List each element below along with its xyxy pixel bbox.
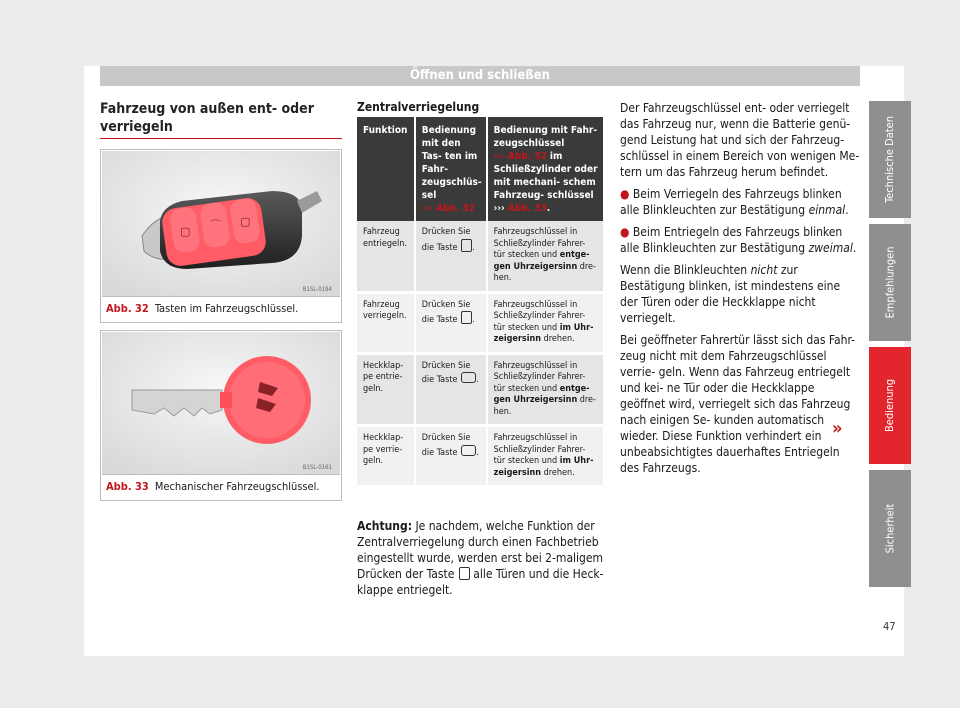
bullet-end: . <box>852 241 857 255</box>
cell-button-end: . <box>476 375 479 385</box>
table-header-cell <box>487 117 603 221</box>
table-row <box>357 353 603 426</box>
paragraph <box>620 262 860 326</box>
tab-label: Technische Daten <box>883 115 897 204</box>
page-number: 47 <box>883 620 896 633</box>
cell-cylinder-text: Fahrzeugschlüssel in Schließzylinder Fahrer- tür stecken und <box>493 227 586 260</box>
bullet-item <box>620 224 860 256</box>
bullet-text: Beim Verriegeln des Fahrzeugs blinken alle Blinkleuchten zur Bestätigung <box>620 187 842 217</box>
cell-function: Fahrzeug verriegeln. <box>357 292 415 353</box>
figure-ref-link[interactable]: ››› Abb. 32 <box>493 151 547 162</box>
table-row <box>357 292 603 353</box>
table-row <box>357 221 603 292</box>
cell-cylinder-bold: entge- gen Uhrzeigersinn <box>493 383 590 405</box>
remote-key-image <box>102 151 340 297</box>
svg-text:▢: ▢ <box>180 225 191 238</box>
cell-cylinder-end: dre- hen. <box>493 395 596 417</box>
figure-caption <box>102 296 340 321</box>
figure-mechanical-key <box>100 330 342 501</box>
header-key-end: . <box>546 203 551 214</box>
svg-text:⌒: ⌒ <box>210 219 221 232</box>
note-paragraph <box>357 518 605 598</box>
cell-cylinder <box>487 221 603 292</box>
tab-label: Bedienung <box>883 378 897 433</box>
bullet-item <box>620 186 860 218</box>
cell-cylinder-bold: im Uhr- zeigersinn <box>493 322 594 344</box>
bullet-emphasis: einmal <box>808 203 846 217</box>
bullet-icon: ● <box>620 225 630 239</box>
lock-button-icon <box>461 311 472 324</box>
table-title: Zentralverriegelung <box>357 100 480 114</box>
figure-caption <box>102 474 340 499</box>
tailgate-button-icon <box>461 372 476 383</box>
cell-cylinder-end: dre- hen. <box>493 261 596 283</box>
figure-caption-text: Mechanischer Fahrzeugschlüssel. <box>154 480 320 493</box>
cell-button-end: . <box>472 242 475 253</box>
figure-remote-key <box>100 149 342 323</box>
cell-cylinder <box>487 292 603 353</box>
tab-empfehlungen[interactable] <box>869 224 911 341</box>
note-text-end: alle Türen und die Heck- klappe entriegelt. <box>357 567 604 597</box>
cell-button-text: Drücken Sie die Taste <box>421 299 471 325</box>
cell-function: Fahrzeug entriegeln. <box>357 221 415 292</box>
tab-bedienung[interactable] <box>869 347 911 464</box>
table-row <box>357 426 603 487</box>
cell-button-text: Drücken Sie die Taste <box>421 433 471 458</box>
figure-number: Abb. 32 <box>106 302 149 315</box>
figure-number: Abb. 33 <box>106 480 149 493</box>
cell-button-text: Drücken Sie die Taste <box>421 360 471 385</box>
cell-button <box>415 426 487 487</box>
header-function: Funktion <box>363 125 408 136</box>
paragraph-emphasis: nicht <box>750 263 778 277</box>
paragraph: Bei geöffneter Fahrertür lässt sich das Fahr- zeug nicht mit dem Fahrzeugschlüssel verrie- geln. Wenn das Fahrzeug entriegelt und kei- ne Tür oder die Heckklappe geöffnet wird, verriegelt sich das Fahrzeug nach einigen Se- kunden automatisch wieder. Diese Funktion verhindert ein unbeabsichtigtes dauerhaftes Entriegeln des Fahrzeugs. <box>620 333 856 475</box>
cell-button-end: . <box>476 447 479 458</box>
mechanical-key-image <box>102 332 340 475</box>
cell-function: Heckklap- pe entrie- geln. <box>357 353 415 426</box>
cell-cylinder-bold: entge- gen Uhrzeigersinn <box>493 250 590 272</box>
cell-cylinder <box>487 353 603 426</box>
cell-cylinder-text: Fahrzeugschlüssel in Schließzylinder Fahrer- tür stecken und <box>493 433 586 466</box>
bullet-end: . <box>845 203 849 217</box>
cell-button <box>415 353 487 426</box>
figure-caption-text: Tasten im Fahrzeugschlüssel. <box>154 302 299 315</box>
figure-ref-link[interactable]: Abb. 33 <box>504 203 547 214</box>
cell-cylinder-text: Fahrzeugschlüssel in Schließzylinder Fahrer- tür stecken und <box>493 360 586 394</box>
bullet-emphasis: zweimal <box>808 241 853 255</box>
cell-button <box>415 292 487 353</box>
table-header-cell <box>357 117 415 221</box>
unlock-button-icon <box>459 567 470 580</box>
note-label: Achtung: <box>357 519 413 533</box>
cell-cylinder-text: Fahrzeugschlüssel in Schließzylinder Fahrer- tür stecken und <box>493 299 586 333</box>
right-column-text <box>620 100 860 482</box>
paragraph: Der Fahrzeugschlüssel ent- oder verriegelt das Fahrzeug nur, wenn die Batterie genü- gend Leistung hat und sich der Fahrzeug- schlüssel in einem Bereich von wenigen Me- tern um das Fahrzeug herum befindet. <box>620 101 860 179</box>
header-key: Bedienung mit Fahr- zeugschlüssel <box>493 125 598 149</box>
central-locking-table <box>357 117 603 488</box>
continue-marker: » <box>832 418 843 439</box>
header-key-cont: im Schließzylinder oder mit mechani- schem Fahrzeug- schlüssel ››› <box>493 151 598 214</box>
tab-label: Empfehlungen <box>883 246 897 319</box>
figure-ref-link[interactable]: ››› Abb. 32 <box>421 203 475 214</box>
bullet-icon: ● <box>620 187 630 201</box>
tab-technische-daten[interactable] <box>869 101 911 218</box>
cell-button-text: Drücken Sie die Taste <box>421 227 471 253</box>
bullet-text: Beim Entriegeln des Fahrzeugs blinken alle Blinkleuchten zur Bestätigung <box>620 225 843 255</box>
tab-sicherheit[interactable] <box>869 470 911 587</box>
image-code: B1SL-0194 <box>302 286 332 293</box>
section-title: Fahrzeug von außen ent- oder verriegeln <box>100 101 314 135</box>
cell-button <box>415 221 487 292</box>
svg-text:▢: ▢ <box>240 215 251 228</box>
chapter-header: Öffnen und schließen <box>100 66 860 86</box>
cell-function: Heckklap- pe verrie- geln. <box>357 426 415 487</box>
unlock-button-icon <box>461 239 472 252</box>
image-code: B1SL-0161 <box>302 464 332 471</box>
tailgate-button-icon <box>461 445 476 456</box>
cell-cylinder-end: drehen. <box>541 467 575 478</box>
title-divider <box>100 138 342 139</box>
note-text: Je nachdem, welche Funktion der Zentralverriegelung durch einen Fachbetrieb eingestellt wurde, werden erst bei 2-maligem Drücken der Taste <box>357 519 604 581</box>
table-header-cell <box>415 117 487 221</box>
cell-cylinder-end: drehen. <box>541 334 575 344</box>
cell-cylinder-bold: im Uhr- zeigersinn <box>493 456 594 478</box>
cell-button-end: . <box>472 315 475 325</box>
cell-cylinder <box>487 426 603 487</box>
tab-label: Sicherheit <box>883 503 897 554</box>
paragraph-text: Wenn die Blinkleuchten <box>620 263 751 277</box>
header-buttons: Bedienung mit den Tas- ten im Fahr- zeugschlüs- sel <box>421 125 482 201</box>
paragraph-text: zur Bestätigung blinken, ist mindestens eine der Türen oder die Heckklappe nicht verriegelt. <box>620 263 841 325</box>
table-header-row <box>357 117 603 221</box>
